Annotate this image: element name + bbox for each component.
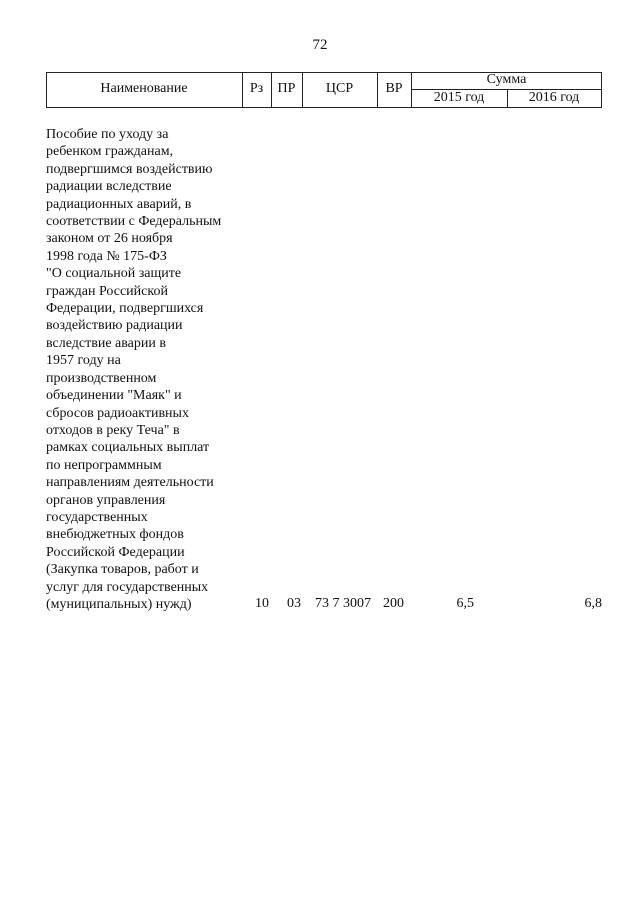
row-vr: 200	[383, 596, 404, 611]
header-rz: Рз	[249, 81, 264, 96]
header-csr: ЦСР	[325, 81, 354, 96]
header-pr: ПР	[277, 81, 296, 96]
header-vr: ВР	[385, 81, 403, 96]
header-bottom-rule	[46, 107, 602, 108]
header-name: Наименование	[100, 81, 188, 96]
row-sum-2015: 6,5	[456, 596, 474, 611]
row-pr: 03	[287, 596, 301, 611]
header-sum: Сумма	[486, 72, 527, 87]
page-number: 72	[312, 37, 328, 53]
row-rz: 10	[255, 596, 269, 611]
header-year-2015: 2015 год	[433, 90, 485, 105]
row-name: Пособие по уходу за ребенком гражданам, подвергшимся воздействию радиации вследствие радиационных аварий, в соответствии с Федеральным законом от 26 ноября 1998 года № 175-ФЗ "О социальной защите граждан Российской Федерации, подвергшихся воздействию радиации вследствие аварии в 1957 году на производственном объединении "Маяк" и сбросов радиоактивных отходов в реку Теча" в рамках социальных выплат по непрограммным направлениям деятельности органов управления государственных внебюджетных фондов Российской Федерации (Закупка товаров, работ и услуг для государственных (муниципальных) нужд)	[46, 127, 222, 612]
header-year-2016: 2016 год	[528, 90, 580, 105]
row-sum-2016: 6,8	[584, 596, 602, 611]
row-csr: 73 7 3007	[315, 596, 371, 611]
table-header	[46, 72, 602, 108]
